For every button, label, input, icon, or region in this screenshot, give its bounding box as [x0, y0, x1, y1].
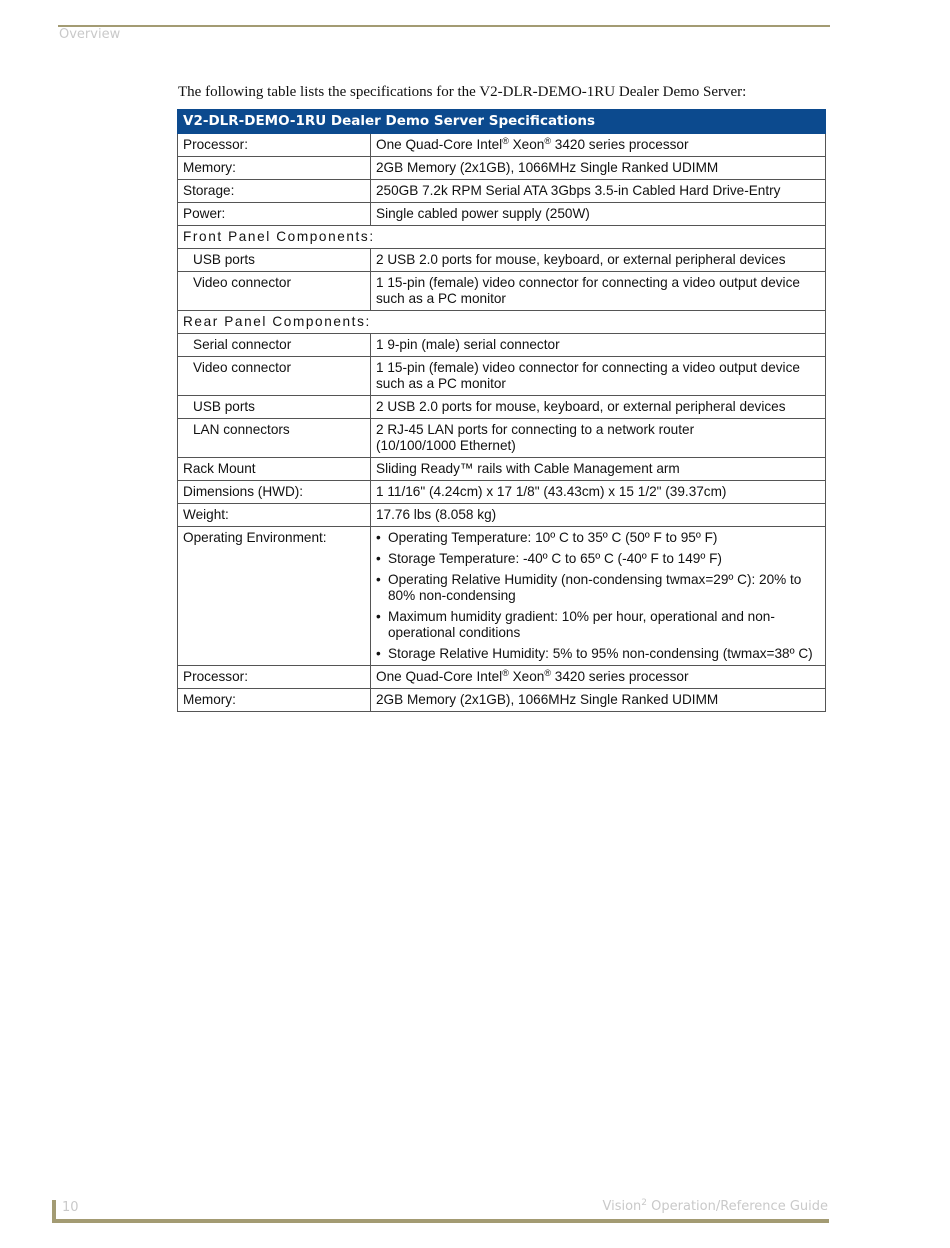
group-heading-row [178, 311, 826, 334]
table-row [178, 527, 826, 666]
row-value: Single cabled power supply (250W) [371, 203, 826, 226]
guide-title [602, 1199, 828, 1214]
row-label: USB ports [178, 396, 371, 419]
section-label: Overview [59, 27, 121, 42]
row-value: 250GB 7.2k RPM Serial ATA 3Gbps 3.5-in Cabled Hard Drive-Entry [371, 180, 826, 203]
table-row [178, 249, 826, 272]
registered-mark: ® [502, 668, 509, 678]
list-item: • Maximum humidity gradient: 10% per hour, operational and non-operational conditions [376, 609, 820, 641]
row-label: Rack Mount [178, 458, 371, 481]
table-row [178, 504, 826, 527]
row-value: 1 15-pin (female) video connector for connecting a video output device such as a PC monitor [371, 272, 826, 311]
front-panel-heading: Front Panel Components: [178, 226, 826, 249]
processor-text: 3420 series processor [551, 669, 689, 684]
row-label: Memory: [178, 157, 371, 180]
guide-name-rest: Operation/Reference Guide [647, 1199, 828, 1214]
page-number: 10 [62, 1200, 79, 1215]
row-value [371, 527, 826, 666]
row-value: 2GB Memory (2x1GB), 1066MHz Single Ranked UDIMM [371, 157, 826, 180]
row-value: 1 9-pin (male) serial connector [371, 334, 826, 357]
processor-text: One Quad-Core Intel [376, 669, 503, 684]
processor-text: One Quad-Core Intel [376, 137, 503, 152]
row-value: 1 11/16" (4.24cm) x 17 1/8" (43.43cm) x 15 1/2" (39.37cm) [371, 481, 826, 504]
row-value: 2 USB 2.0 ports for mouse, keyboard, or external peripheral devices [371, 249, 826, 272]
table-row [178, 180, 826, 203]
footer-rule [52, 1219, 829, 1223]
table-row [178, 481, 826, 504]
list-item: • Operating Temperature: 10º C to 35º C (50º F to 95º F) [376, 530, 820, 546]
table-row [178, 666, 826, 689]
table-row [178, 157, 826, 180]
row-label: Dimensions (HWD): [178, 481, 371, 504]
intro-text: The following table lists the specifications for the V2-DLR-DEMO-1RU Dealer Demo Server: [178, 84, 747, 100]
row-label: Video connector [178, 272, 371, 311]
environment-list [376, 530, 820, 662]
processor-text: Xeon [508, 137, 545, 152]
row-label: Power: [178, 203, 371, 226]
row-label: Weight: [178, 504, 371, 527]
row-value [371, 666, 826, 689]
row-label: Processor: [178, 134, 371, 157]
row-label: Processor: [178, 666, 371, 689]
table-row [178, 458, 826, 481]
row-label: LAN connectors [178, 419, 371, 458]
spec-table [177, 109, 826, 712]
row-value: 2 USB 2.0 ports for mouse, keyboard, or external peripheral devices [371, 396, 826, 419]
table-row [178, 203, 826, 226]
row-value [371, 134, 826, 157]
registered-mark: ® [502, 136, 509, 146]
list-item: • Storage Temperature: -40º C to 65º C (-40º F to 149º F) [376, 551, 820, 567]
table-row [178, 689, 826, 712]
registered-mark: ® [544, 668, 551, 678]
row-label: Video connector [178, 357, 371, 396]
list-item: • Operating Relative Humidity (non-condensing twmax=29º C): 20% to 80% non-condensing [376, 572, 820, 604]
row-value: Sliding Ready™ rails with Cable Management arm [371, 458, 826, 481]
processor-text: Xeon [508, 669, 545, 684]
row-value: 2GB Memory (2x1GB), 1066MHz Single Ranked UDIMM [371, 689, 826, 712]
table-row [178, 334, 826, 357]
group-heading-row [178, 226, 826, 249]
row-value: 17.76 lbs (8.058 kg) [371, 504, 826, 527]
table-row [178, 134, 826, 157]
guide-name: Vision [602, 1199, 642, 1214]
table-row [178, 272, 826, 311]
table-title: V2-DLR-DEMO-1RU Dealer Demo Server Specifications [178, 110, 826, 134]
row-value: 1 15-pin (female) video connector for connecting a video output device such as a PC monitor [371, 357, 826, 396]
row-label: Storage: [178, 180, 371, 203]
table-row [178, 396, 826, 419]
processor-text: 3420 series processor [551, 137, 689, 152]
rear-panel-heading: Rear Panel Components: [178, 311, 826, 334]
row-label: Serial connector [178, 334, 371, 357]
table-row [178, 357, 826, 396]
header-rule [58, 25, 830, 27]
table-row [178, 419, 826, 458]
row-label: Operating Environment: [178, 527, 371, 666]
row-label: USB ports [178, 249, 371, 272]
table-title-row [178, 110, 826, 134]
list-item: • Storage Relative Humidity: 5% to 95% non-condensing (twmax=38º C) [376, 646, 820, 662]
lan-line: (10/100/1000 Ethernet) [376, 438, 516, 453]
guide-superscript: 2 [641, 1198, 648, 1208]
registered-mark: ® [544, 136, 551, 146]
lan-line: 2 RJ-45 LAN ports for connecting to a network router [376, 422, 695, 437]
row-value [371, 419, 826, 458]
row-label: Memory: [178, 689, 371, 712]
